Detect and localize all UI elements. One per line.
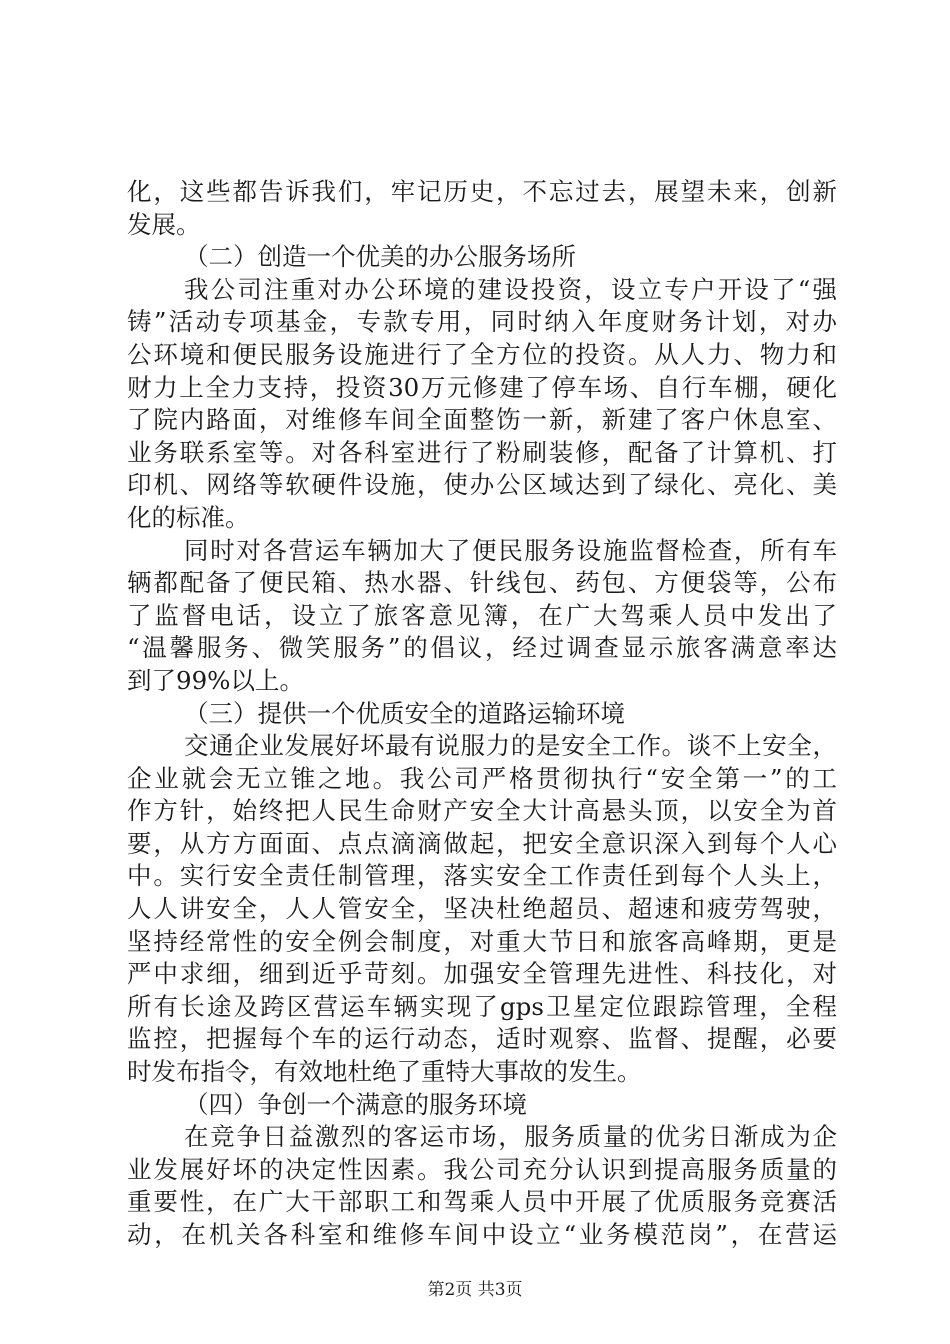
text-line: 交通企业发展好坏最有说服力的是安全工作。谈不上安全， [184, 731, 837, 761]
text-line: 印机、网络等软硬件设施，使办公区域达到了绿化、亮化、美 [127, 470, 837, 500]
text-line: 辆都配备了便民箱、热水器、针线包、药包、方便袋等，公布 [127, 568, 837, 598]
text-line: 化，这些都告诉我们，牢记历史，不忘过去，展望未来，创新 [127, 177, 837, 206]
section-heading: （四）争创一个满意的服务环境 [184, 1089, 527, 1119]
text-line: 财力上全力支持，投资30万元修建了停车场、自行车棚，硬化 [127, 372, 837, 402]
text-line: 同时对各营运车辆加大了便民服务设施监督检查，所有车 [184, 535, 837, 565]
text-line: 监控，把握每个车的运行动态，适时观察、监督、提醒，必要 [127, 1024, 837, 1054]
text-line: 铸”活动专项基金，专款专用，同时纳入年度财务计划，对办 [127, 307, 837, 337]
text-line: 了院内路面，对维修车间全面整饬一新，新建了客户休息室、 [127, 405, 837, 435]
text-line: 企业就会无立锥之地。我公司严格贯彻执行“安全第一”的工 [127, 763, 837, 793]
text-line: 时发布指令，有效地杜绝了重特大事故的发生。 [127, 1057, 642, 1087]
text-line: 人人讲安全，人人管安全，坚决杜绝超员、超速和疲劳驾驶， [127, 894, 837, 924]
text-line: 公环境和便民服务设施进行了全方位的投资。从人力、物力和 [127, 339, 837, 369]
text-line: 业务联系室等。对各科室进行了粉刷装修，配备了计算机、打 [127, 437, 837, 467]
text-line: 要，从方方面面、点点滴滴做起，把安全意识深入到每个人心 [127, 828, 837, 858]
document-body [127, 176, 837, 1252]
text-line: 动，在机关各科室和维修车间中设立“业务模范岗”，在营运 [127, 1220, 837, 1249]
text-line: 业发展好坏的决定性因素。我公司充分认识到提高服务质量的 [127, 1154, 837, 1184]
text-line: 到了99%以上。 [127, 665, 304, 695]
text-line: 在竞争日益激烈的客运市场，服务质量的优劣日渐成为企 [184, 1122, 837, 1152]
text-line: 发展。 [127, 209, 201, 239]
text-line: 作方针，始终把人民生命财产安全大计高悬头顶，以安全为首 [127, 796, 837, 826]
section-heading: （二）创造一个优美的办公服务场所 [184, 242, 576, 272]
text-line: 了监督电话，设立了旅客意见簿，在广大驾乘人员中发出了 [127, 600, 837, 630]
text-line: 化的标准。 [127, 502, 250, 532]
text-line: 严中求细，细到近乎苛刻。加强安全管理先进性、科技化，对 [127, 959, 837, 989]
text-line: 我公司注重对办公环境的建设投资，设立专户开设了“强 [184, 274, 837, 304]
text-line: 所有长途及跨区营运车辆实现了gps卫星定位跟踪管理，全程 [127, 991, 837, 1021]
text-line: “温馨服务、微笑服务”的倡议，经过调查显示旅客满意率达 [127, 633, 837, 663]
section-heading: （三）提供一个优质安全的道路运输环境 [184, 698, 625, 728]
text-line: 重要性，在广大干部职工和驾乘人员中开展了优质服务竞赛活 [127, 1187, 837, 1217]
page-footer: 第2页 共3页 [427, 1280, 523, 1300]
text-line: 中。实行安全责任制管理，落实安全工作责任到每个人头上， [127, 861, 837, 891]
text-line: 坚持经常性的安全例会制度，对重大节日和旅客高峰期，更是 [127, 926, 837, 956]
